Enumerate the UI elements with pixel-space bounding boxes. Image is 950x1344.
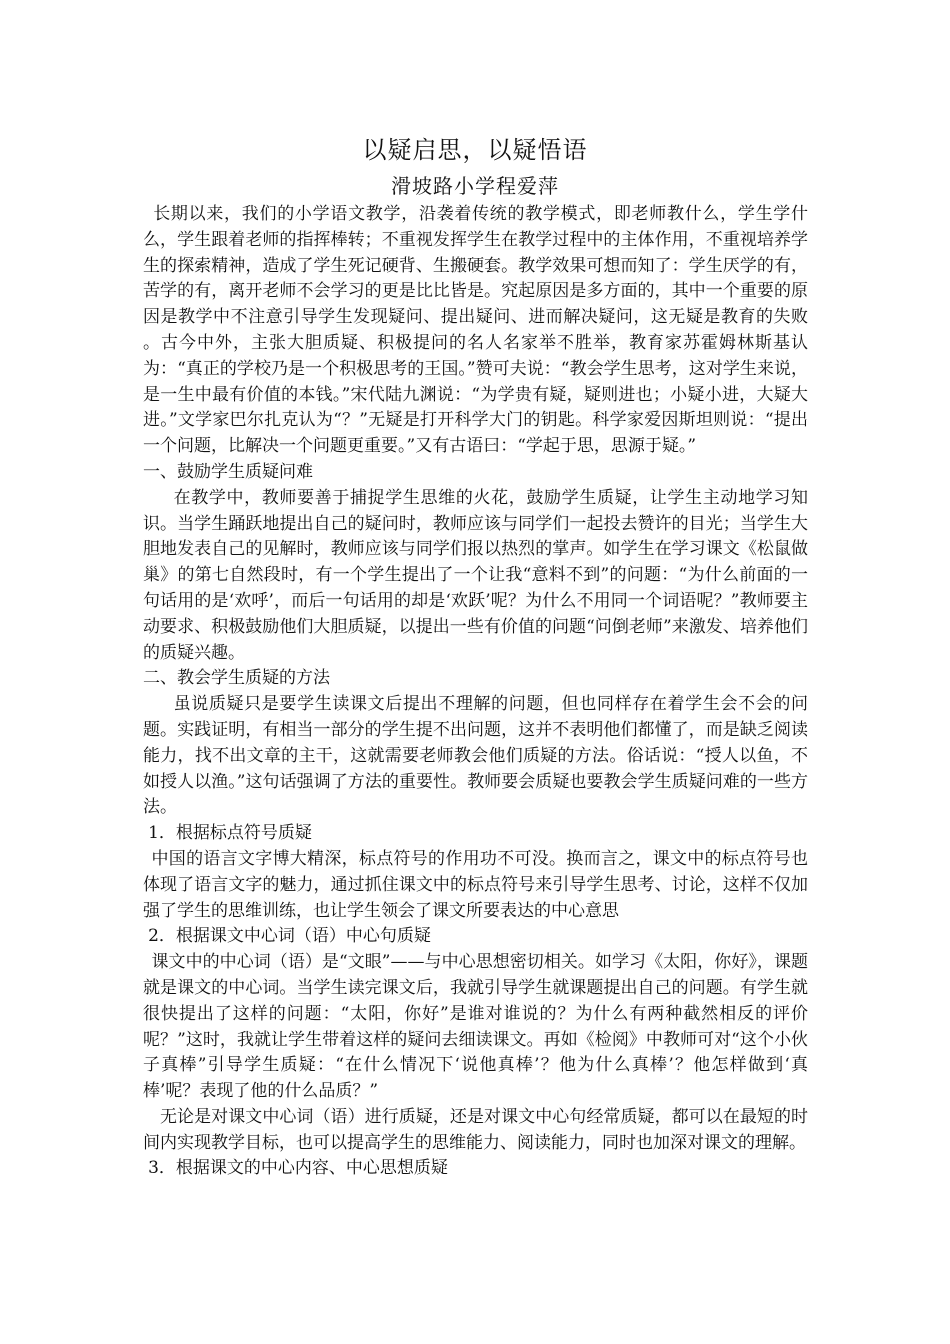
- section-heading-2: 二、教会学生质疑的方法: [143, 668, 330, 689]
- document-author: 滑坡路小学程爱萍: [391, 174, 559, 198]
- subsection-heading-central-content: 3．根据课文的中心内容、中心思想质疑: [148, 1158, 448, 1179]
- document-body: [143, 202, 808, 1182]
- body-paragraph-intro: 长期以来，我们的小学语文教学，沿袭着传统的教学模式，即老师教什么，学生学什么，学生跟着老师的指挥棒转；不重视发挥学生在教学过程中的主体作用，不重视培养学生的探索精神，造成了学生死记硬背、生搬硬套。教学效果可想而知了：学生厌学的有，苦学的有，离开老师不会学习的更是比比皆是。究起原因是多方面的，其中一个重要的原因是教学中不注意引导学生发现疑问、提出疑问、进而解决疑问，这无疑是教育的失败 。古今中外，主张大胆质疑、积极提问的名人名家举不胜举，教育家苏霍姆林斯基认为：“真正的学校乃是一个积极思考的王国。”赞可夫说：“教会学生思考，这对学生来说，是一生中最有价值的本钱。”宋代陆九渊说：“为学贵有疑，疑则进也；小疑小进，大疑大进。”文学家巴尔扎克认为“？”无疑是打开科学大门的钥匙。科学家爱因斯坦则说：“提出一个问题，比解决一个问题更重要。”又有古语曰：“学起于思，思源于疑。”: [143, 204, 808, 457]
- body-paragraph-summary: 无论是对课文中心词（语）进行质疑，还是对课文中心句经常质疑，都可以在最短的时间内实现教学目标，也可以提高学生的思维能力、阅读能力，同时也加深对课文的理解。: [143, 1106, 808, 1153]
- section-heading-1: 一、鼓励学生质疑问难: [143, 461, 313, 482]
- body-paragraph-encourage: 在教学中，教师要善于捕捉学生思维的火花，鼓励学生质疑，让学生主动地学习知识。当学生踊跃地提出自己的疑问时，教师应该与同学们一起投去赞许的目光；当学生大胆地发表自己的见解时，教师应该与同学们报以热烈的掌声。如学生在学习课文《松鼠做巢》的第七自然段时，有一个学生提出了一个让我“意料不到”的问题：“为什么前面的一句话用的是‘欢呼’，而后一句话用的却是‘欢跃’呢？为什么不用同一个词语呢？”教师要主动要求、积极鼓励他们大胆质疑，以提出一些有价值的问题“问倒老师”来激发、培养他们的质疑兴趣。: [143, 487, 808, 663]
- subsection-heading-punctuation: 1．根据标点符号质疑: [148, 823, 312, 844]
- subsection-heading-keyword: 2．根据课文中心词（语）中心句质疑: [148, 926, 431, 947]
- document-title: 以疑启思，以疑悟语: [362, 136, 588, 164]
- body-paragraph-keyword: 课文中的中心词（语）是“文眼”——与中心思想密切相关。如学习《太阳，你好》，课题就是课文的中心词。当学生读完课文后，我就引导学生就课题提出自己的问题。有学生就很快提出了这样的问题：“太阳，你好”是谁对谁说的？为什么有两种截然相反的评价呢？”这时，我就让学生带着这样的疑问去细读课文。再如《检阅》中教师可对“这个小伙子真棒”引导学生质疑：“在什么情况下‘说他真棒’？他为什么真棒’？他怎样做到‘真棒’呢？表现了他的什么品质？”: [143, 952, 808, 1102]
- body-paragraph-method: 虽说质疑只是要学生读课文后提出不理解的问题，但也同样存在着学生会不会的问题。实践证明，有相当一部分的学生提不出问题，这并不表明他们都懂了，而是缺乏阅读能力，找不出文章的主干，这就需要老师教会他们质疑的方法。俗话说：“授人以鱼，不如授人以渔。”这句话强调了方法的重要性。教师要会质疑也要教会学生质疑问难的一些方法。: [143, 694, 808, 818]
- body-paragraph-punctuation: 中国的语言文字博大精深，标点符号的作用功不可没。换而言之，课文中的标点符号也体现了语言文字的魅力，通过抓住课文中的标点符号来引导学生思考、讨论，这样不仅加强了学生的思维训练，也让学生领会了课文所要表达的中心意思: [143, 848, 808, 921]
